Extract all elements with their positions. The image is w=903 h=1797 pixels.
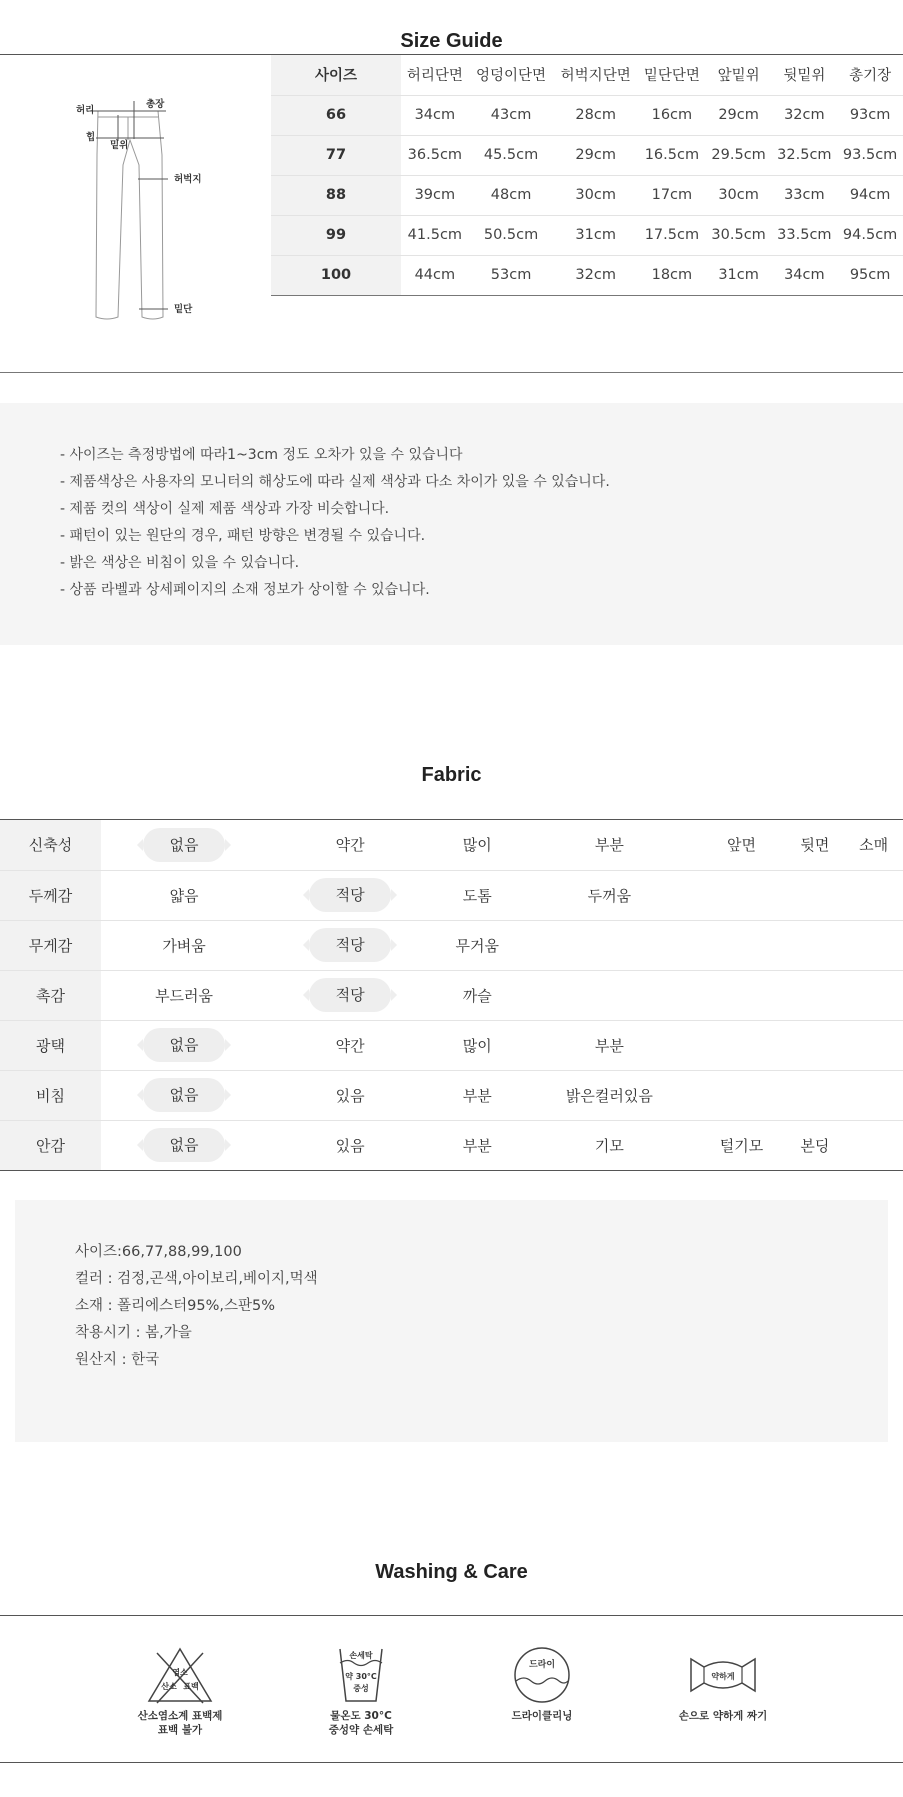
fabric-option: 많이	[462, 1036, 492, 1055]
fabric-option-cell	[101, 970, 267, 1020]
fabric-option: 기모	[594, 1136, 624, 1155]
fabric-option-selected: 없음	[143, 1028, 225, 1062]
diagram-label-rise: 밑위	[110, 140, 129, 151]
fabric-option-cell	[433, 870, 521, 920]
care-caption: 손으로 약하게 짜기	[678, 1710, 768, 1722]
care-item	[477, 1645, 607, 1723]
fabric-option-cell	[697, 970, 785, 1020]
fabric-option-cell	[844, 870, 903, 920]
size-label-cell: 100	[271, 255, 401, 295]
fabric-option-cell	[521, 1120, 697, 1170]
measurement-cell: 31cm	[553, 215, 638, 255]
washing-title: Washing & Care	[375, 1561, 528, 1583]
fabric-option-selected: 적당	[309, 928, 391, 962]
fabric-option: 있음	[335, 1086, 365, 1105]
table-row	[271, 175, 903, 215]
care-caption: 산소염소계 표백제	[137, 1710, 223, 1722]
fabric-option: 앞면	[726, 836, 756, 855]
fabric-option-cell	[521, 920, 697, 970]
fabric-option: 까슬	[462, 986, 492, 1005]
measurement-cell: 93cm	[837, 95, 903, 135]
fabric-option-cell	[433, 1070, 521, 1120]
measurement-cell: 39cm	[401, 175, 469, 215]
care-item	[658, 1645, 788, 1723]
fabric-row	[0, 920, 903, 970]
fabric-option-cell	[267, 1020, 433, 1070]
notice-line: - 밝은 색상은 비침이 있을 수 있습니다.	[60, 555, 300, 571]
fabric-attribute-label: 광택	[0, 1020, 101, 1070]
divider	[0, 1762, 903, 1763]
fabric-option: 있음	[335, 1136, 365, 1155]
fabric-row	[0, 970, 903, 1020]
fabric-option-cell	[267, 870, 433, 920]
diagram-label-waist: 허리	[76, 105, 95, 116]
fabric-option: 도톰	[462, 886, 492, 905]
icon-text: 산소	[161, 1682, 177, 1691]
fabric-option-cell	[697, 870, 785, 920]
measurement-cell: 48cm	[469, 175, 554, 215]
fabric-option-cell	[844, 1070, 903, 1120]
fabric-option-cell	[267, 920, 433, 970]
size-guide-title: Size Guide	[400, 30, 503, 52]
care-caption: 중성약 손세탁	[328, 1724, 394, 1736]
fabric-option-cell	[697, 920, 785, 970]
fabric-option: 두꺼움	[587, 886, 632, 905]
info-material: 소재 : 폴리에스터95%,스판5%	[75, 1298, 276, 1314]
care-caption: 드라이클리닝	[511, 1710, 573, 1722]
measurement-cell: 29cm	[553, 135, 638, 175]
fabric-option: 털기모	[719, 1136, 764, 1155]
diagram-label-hip: 힙	[86, 132, 96, 143]
fabric-option-cell	[697, 1070, 785, 1120]
fabric-option: 밝은컬러있음	[565, 1086, 653, 1105]
table-row	[271, 255, 903, 295]
fabric-option-cell	[521, 1020, 697, 1070]
table-row	[271, 215, 903, 255]
fabric-option-cell	[521, 970, 697, 1020]
fabric-attribute-label: 촉감	[0, 970, 101, 1020]
icon-text: 염소	[172, 1668, 188, 1677]
column-header: 엉덩이단면	[469, 55, 554, 95]
divider	[0, 1615, 903, 1616]
fabric-attribute-label: 안감	[0, 1120, 101, 1170]
notice-box	[0, 403, 903, 645]
fabric-option: 얇음	[169, 886, 199, 905]
fabric-option-cell	[267, 1120, 433, 1170]
fabric-option-cell	[844, 820, 903, 870]
diagram-label-thigh: 허벅지	[174, 174, 202, 185]
fabric-row	[0, 1120, 903, 1170]
notice-line: - 제품색상은 사용자의 모니터의 해상도에 따라 실제 색상과 다소 차이가 있을 수 있습니다.	[60, 474, 610, 490]
fabric-option-cell	[101, 1070, 267, 1120]
fabric-option-cell	[786, 1070, 845, 1120]
fabric-table	[0, 820, 903, 1171]
fabric-option: 많이	[462, 836, 492, 855]
fabric-option-cell	[521, 870, 697, 920]
measurement-cell: 94cm	[837, 175, 903, 215]
measurement-cell: 29.5cm	[706, 135, 772, 175]
measurement-cell: 93.5cm	[837, 135, 903, 175]
care-caption: 물온도 30°C	[330, 1710, 392, 1722]
care-caption: 표백 불가	[157, 1724, 203, 1736]
fabric-option-cell	[786, 1120, 845, 1170]
size-table-header-row	[271, 55, 903, 95]
measurement-cell: 16cm	[638, 95, 706, 135]
fabric-option: 부분	[594, 1036, 624, 1055]
measurement-cell: 33.5cm	[771, 215, 837, 255]
fabric-attribute-label: 비침	[0, 1070, 101, 1120]
size-label-cell: 99	[271, 215, 401, 255]
fabric-option-cell	[786, 970, 845, 1020]
measurement-cell: 53cm	[469, 255, 554, 295]
fabric-option: 부분	[462, 1086, 492, 1105]
icon-text: 약하게	[711, 1672, 735, 1681]
fabric-option: 뒷면	[800, 836, 830, 855]
column-header: 앞밑위	[706, 55, 772, 95]
fabric-option: 부분	[462, 1136, 492, 1155]
fabric-option-cell	[433, 1120, 521, 1170]
info-season: 착용시기 : 봄,가을	[75, 1325, 192, 1341]
fabric-option-cell	[267, 1070, 433, 1120]
fabric-option-cell	[101, 1020, 267, 1070]
measurement-cell: 33cm	[771, 175, 837, 215]
fabric-option-cell	[101, 870, 267, 920]
fabric-attribute-label: 무게감	[0, 920, 101, 970]
fabric-option-selected: 적당	[309, 978, 391, 1012]
info-size: 사이즈:66,77,88,99,100	[75, 1244, 242, 1260]
icon-text: 중성	[353, 1684, 369, 1693]
icon-text: 손세탁	[349, 1651, 373, 1660]
measurement-cell: 44cm	[401, 255, 469, 295]
measurement-cell: 34cm	[771, 255, 837, 295]
fabric-option: 약간	[335, 836, 365, 855]
measurement-cell: 34cm	[401, 95, 469, 135]
fabric-option-cell	[101, 920, 267, 970]
size-label-cell: 77	[271, 135, 401, 175]
fabric-title: Fabric	[421, 764, 482, 786]
fabric-option-cell	[521, 1070, 697, 1120]
measurement-cell: 28cm	[553, 95, 638, 135]
fabric-option-selected: 없음	[143, 1128, 225, 1162]
icon-text: 표백	[183, 1682, 199, 1691]
fabric-option-cell	[433, 820, 521, 870]
measurement-cell: 17cm	[638, 175, 706, 215]
care-item	[115, 1645, 245, 1737]
measurement-cell: 50.5cm	[469, 215, 554, 255]
fabric-option-cell	[101, 820, 267, 870]
info-origin: 원산지 : 한국	[75, 1352, 160, 1368]
fabric-option-cell	[844, 970, 903, 1020]
measurement-cell: 18cm	[638, 255, 706, 295]
fabric-option-cell	[844, 1120, 903, 1170]
fabric-option: 본딩	[800, 1136, 830, 1155]
fabric-option-cell	[786, 820, 845, 870]
fabric-option-cell	[267, 970, 433, 1020]
measurement-cell: 32.5cm	[771, 135, 837, 175]
fabric-option: 부분	[594, 836, 624, 855]
fabric-row	[0, 1070, 903, 1120]
product-info-box	[15, 1200, 888, 1442]
fabric-option-selected: 없음	[143, 1078, 225, 1112]
fabric-option-cell	[844, 1020, 903, 1070]
fabric-option-cell	[786, 920, 845, 970]
measurement-cell: 29cm	[706, 95, 772, 135]
column-header: 뒷밑위	[771, 55, 837, 95]
care-item	[296, 1645, 426, 1737]
measurement-cell: 36.5cm	[401, 135, 469, 175]
size-table	[271, 55, 903, 296]
fabric-option-selected: 없음	[143, 828, 225, 862]
dry-clean-icon	[507, 1645, 577, 1705]
measurement-cell: 30.5cm	[706, 215, 772, 255]
column-header: 총기장	[837, 55, 903, 95]
measurement-cell: 95cm	[837, 255, 903, 295]
column-header: 밑단단면	[638, 55, 706, 95]
fabric-attribute-label: 두께감	[0, 870, 101, 920]
fabric-row	[0, 870, 903, 920]
fabric-option-cell	[521, 820, 697, 870]
fabric-option-selected: 적당	[309, 878, 391, 912]
size-label-cell: 66	[271, 95, 401, 135]
measurement-cell: 94.5cm	[837, 215, 903, 255]
no-bleach-icon	[145, 1645, 215, 1705]
measurement-cell: 32cm	[771, 95, 837, 135]
fabric-option-cell	[697, 1120, 785, 1170]
diagram-label-hem: 밑단	[174, 304, 193, 315]
notice-line: - 제품 컷의 색상이 실제 제품 색상과 가장 비슷합니다.	[60, 501, 390, 517]
fabric-option-cell	[433, 920, 521, 970]
icon-text: 약 30°C	[345, 1672, 377, 1681]
column-header: 허벅지단면	[553, 55, 638, 95]
icon-text: 드라이	[528, 1660, 556, 1670]
diagram-label-total-length: 총장	[146, 99, 165, 110]
fabric-option-cell	[267, 820, 433, 870]
measurement-cell: 41.5cm	[401, 215, 469, 255]
notice-line: - 상품 라벨과 상세페이지의 소재 정보가 상이할 수 있습니다.	[60, 582, 430, 598]
table-row	[271, 95, 903, 135]
hand-wash-icon	[326, 1645, 396, 1705]
table-row	[271, 135, 903, 175]
column-header: 사이즈	[271, 55, 401, 95]
info-color: 컬러 : 검정,곤색,아이보리,베이지,먹색	[75, 1271, 318, 1287]
fabric-option-cell	[786, 1020, 845, 1070]
measurement-cell: 30cm	[553, 175, 638, 215]
fabric-option: 가벼움	[162, 936, 206, 955]
gentle-wring-icon	[688, 1645, 758, 1705]
notice-line: - 사이즈는 측정방법에 따라1~3cm 정도 오차가 있을 수 있습니다	[60, 447, 463, 463]
column-header: 허리단면	[401, 55, 469, 95]
fabric-option: 부드러움	[155, 986, 214, 1005]
measurement-cell: 30cm	[706, 175, 772, 215]
fabric-option-cell	[433, 970, 521, 1020]
measurement-cell: 17.5cm	[638, 215, 706, 255]
fabric-option: 소매	[859, 836, 889, 855]
pants-diagram	[60, 95, 230, 335]
fabric-option-cell	[844, 920, 903, 970]
fabric-option-cell	[101, 1120, 267, 1170]
divider	[0, 372, 903, 373]
measurement-cell: 43cm	[469, 95, 554, 135]
fabric-row	[0, 820, 903, 870]
fabric-option-cell	[433, 1020, 521, 1070]
measurement-cell: 32cm	[553, 255, 638, 295]
notice-line: - 패턴이 있는 원단의 경우, 패턴 방향은 변경될 수 있습니다.	[60, 528, 426, 544]
size-label-cell: 88	[271, 175, 401, 215]
fabric-option-cell	[786, 870, 845, 920]
fabric-option-cell	[697, 1020, 785, 1070]
fabric-option: 무거움	[455, 936, 499, 955]
fabric-option-cell	[697, 820, 785, 870]
measurement-cell: 31cm	[706, 255, 772, 295]
fabric-option: 약간	[335, 1036, 365, 1055]
measurement-cell: 45.5cm	[469, 135, 554, 175]
fabric-row	[0, 1020, 903, 1070]
measurement-cell: 16.5cm	[638, 135, 706, 175]
fabric-attribute-label: 신축성	[0, 820, 101, 870]
